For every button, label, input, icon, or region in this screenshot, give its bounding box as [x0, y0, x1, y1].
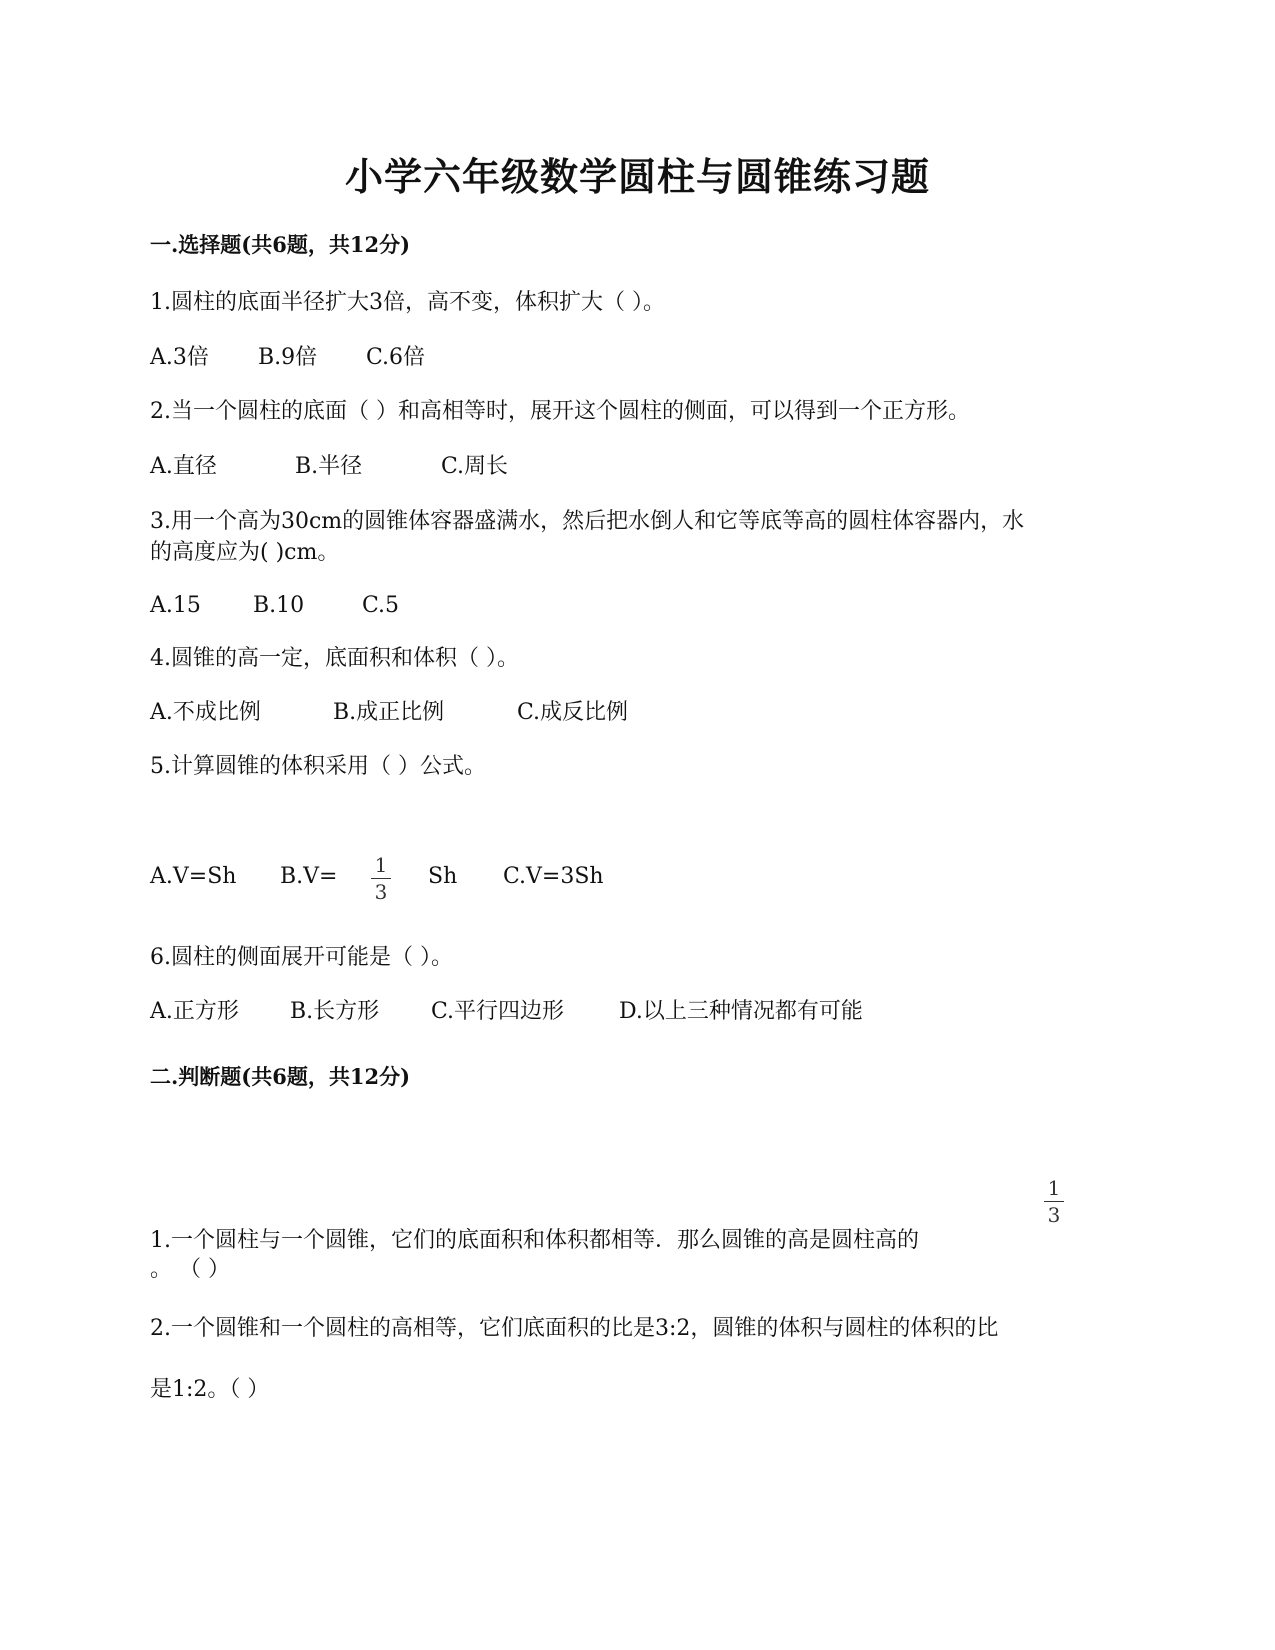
question-5-option-b-suffix: Sh — [428, 864, 458, 889]
page-title: 小学六年级数学圆柱与圆锥练习题 — [344, 154, 930, 199]
question-1-stem: 1.圆柱的底面半径扩大3倍，高不变，体积扩大（ ）。 — [150, 290, 665, 315]
question-3-option-a: A.15 — [150, 593, 201, 618]
fraction-numerator: 1 — [374, 853, 388, 877]
question-2-option-a: A.直径 — [150, 454, 217, 479]
question-6-stem: 6.圆柱的侧面展开可能是（ ）。 — [150, 945, 453, 970]
question-6-option-d: D.以上三种情况都有可能 — [619, 999, 863, 1024]
fraction-denominator: 3 — [374, 880, 388, 904]
question-3-stem-line-1: 3.用一个高为30cm的圆锥体容器盛满水，然后把水倒人和它等底等高的圆柱体容器内，水 — [150, 509, 1025, 534]
question-6-option-a: A.正方形 — [150, 999, 239, 1024]
question-6-option-c: C.平行四边形 — [431, 999, 565, 1024]
question-4-option-c: C.成反比例 — [517, 700, 629, 725]
question-4-stem: 4.圆锥的高一定，底面积和体积（ ）。 — [150, 646, 519, 671]
question-1-option-a: A.3倍 — [150, 345, 209, 370]
question-6-option-b: B.长方形 — [290, 999, 380, 1024]
judgment-2-stem-line-1: 2.一个圆锥和一个圆柱的高相等，它们底面积的比是3:2，圆锥的体积与圆柱的体积的比 — [150, 1316, 999, 1341]
question-5-option-b: B.V= — [280, 864, 338, 889]
question-1-option-c: C.6倍 — [366, 345, 426, 370]
question-3-option-c: C.5 — [362, 593, 400, 618]
one-third-fraction — [370, 854, 392, 903]
question-2-option-c: C.周长 — [441, 454, 509, 479]
question-5-stem: 5.计算圆锥的体积采用（ ）公式。 — [150, 754, 486, 779]
fraction-numerator: 1 — [1047, 1176, 1061, 1200]
question-4-option-b: B.成正比例 — [333, 700, 445, 725]
question-2-stem: 2.当一个圆柱的底面（ ）和高相等时，展开这个圆柱的侧面，可以得到一个正方形。 — [150, 399, 970, 424]
question-4-option-a: A.不成比例 — [150, 700, 261, 725]
judgment-1-stem: 1.一个圆柱与一个圆锥，它们的底面积和体积都相等．那么圆锥的高是圆柱高的 — [150, 1228, 919, 1253]
judgment-1-answer-blank: 。 （ ） — [150, 1257, 230, 1282]
section-heading-judgment: 二.判断题(共6题，共12分) — [150, 1064, 411, 1089]
question-2-option-b: B.半径 — [295, 454, 363, 479]
section-heading-choice: 一.选择题(共6题，共12分) — [150, 232, 411, 257]
question-5-option-c: C.V=3Sh — [503, 864, 604, 889]
fraction-bar — [1044, 1201, 1064, 1202]
fraction-denominator: 3 — [1047, 1203, 1061, 1227]
fraction-bar — [371, 878, 391, 879]
one-third-fraction — [1043, 1177, 1065, 1226]
question-1-option-b: B.9倍 — [258, 345, 318, 370]
question-3-stem-line-2: 的高度应为( )cm。 — [150, 540, 340, 565]
question-5-option-a: A.V=Sh — [150, 864, 237, 889]
judgment-2-stem-line-2: 是1:2。（ ） — [150, 1377, 270, 1402]
question-3-option-b: B.10 — [253, 593, 305, 618]
